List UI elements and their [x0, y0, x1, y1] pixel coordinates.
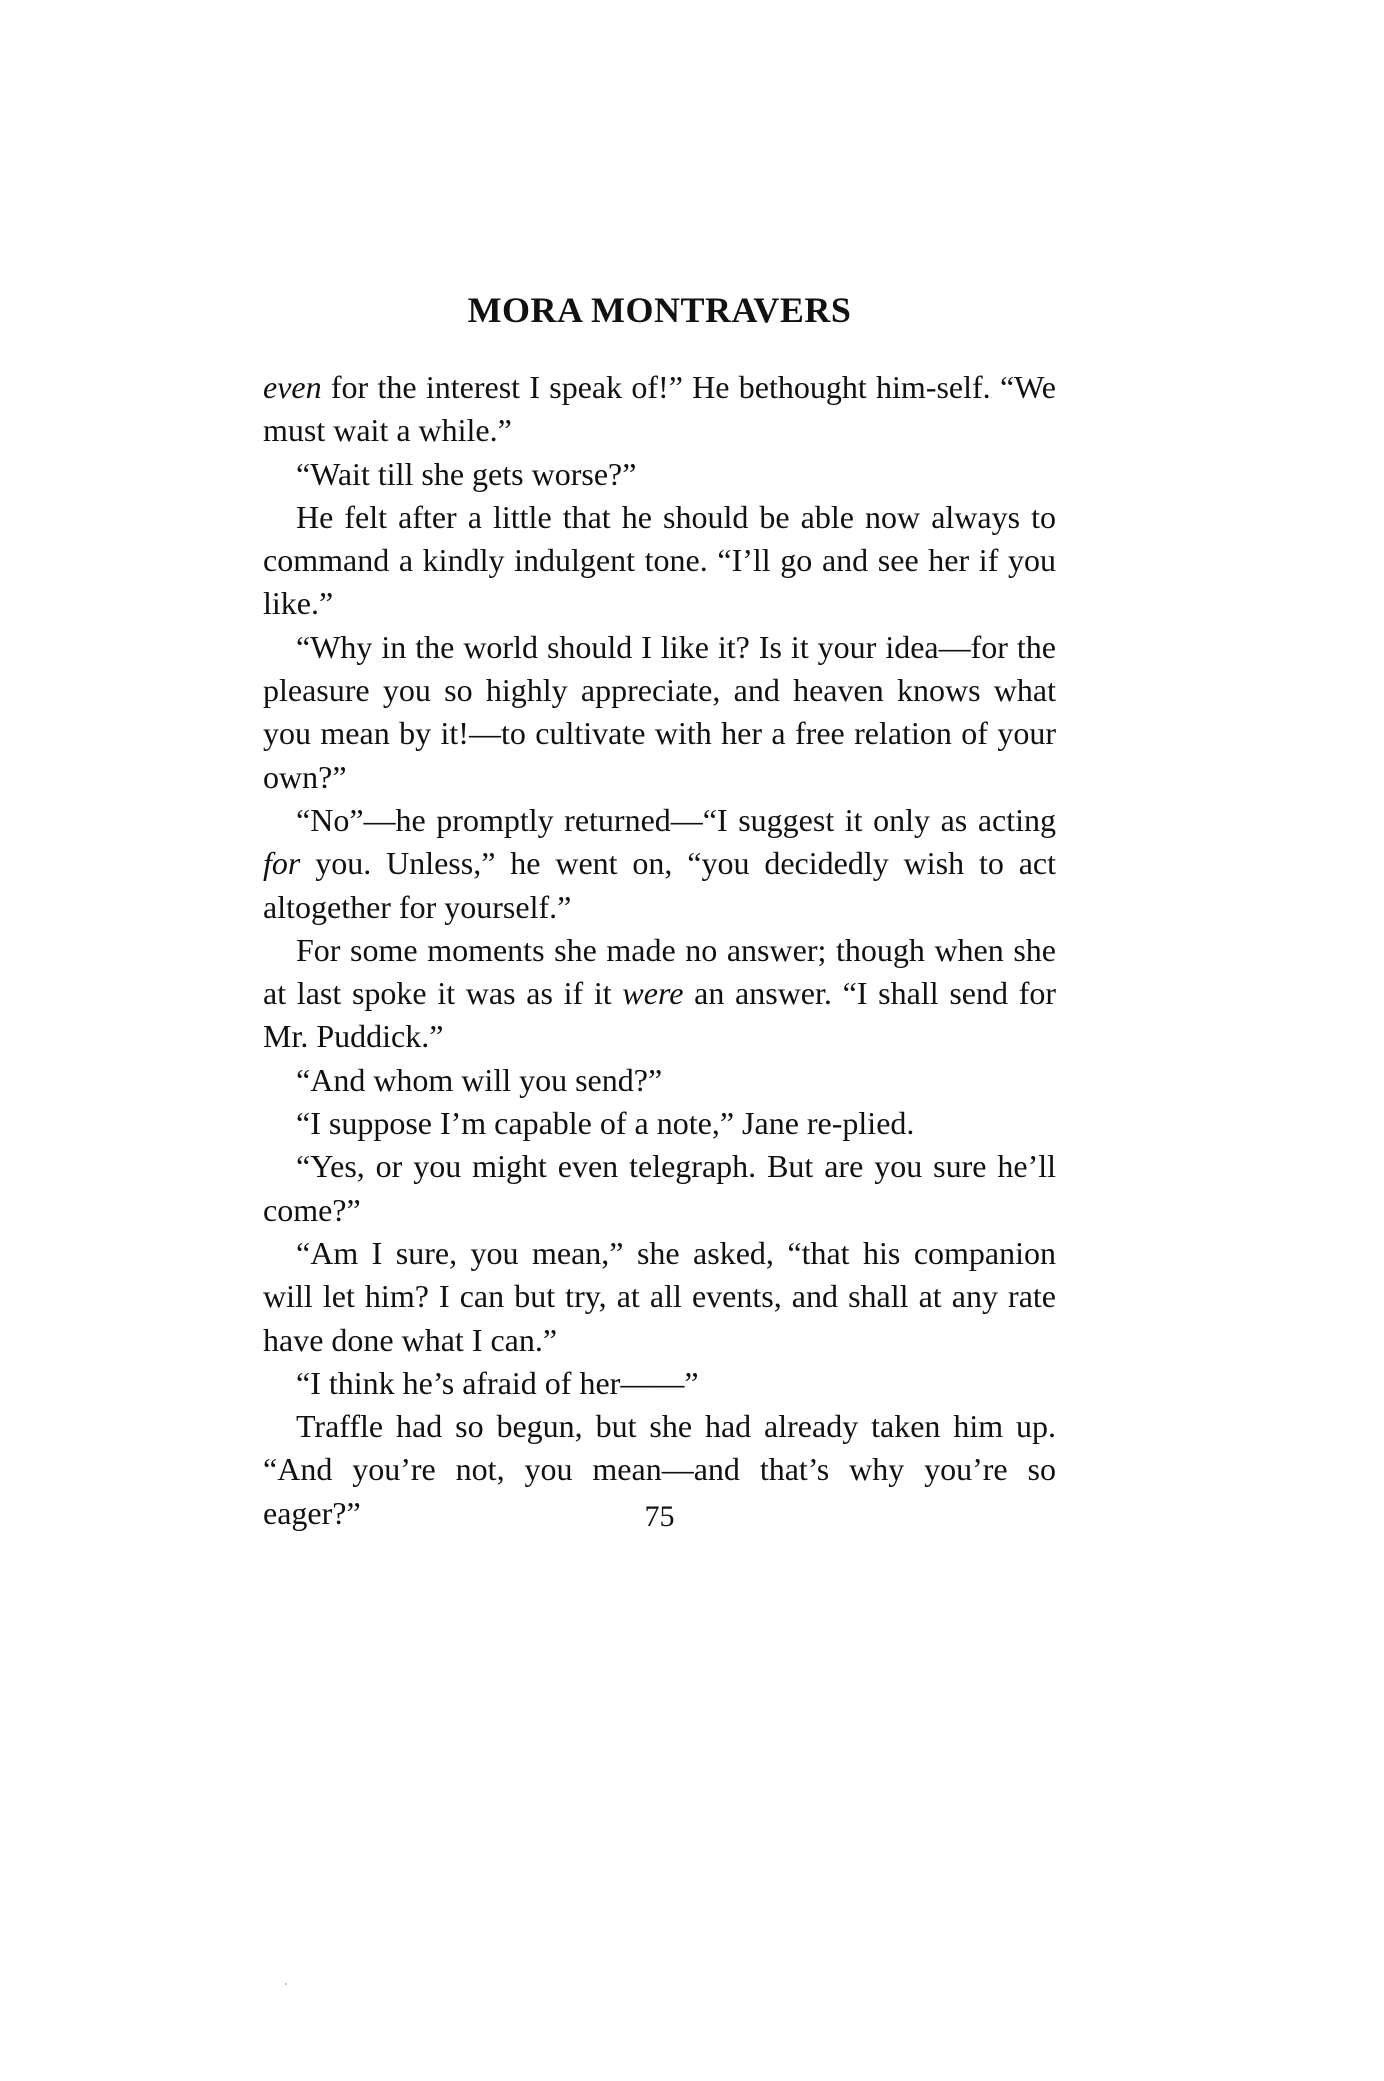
paper-speck	[285, 1983, 287, 1985]
text-run: you. Unless,” he went on, “you decidedly wish to act altogether for yourself.”	[263, 845, 1056, 925]
paragraph	[263, 1145, 1056, 1232]
text-run: “Am I sure, you mean,” she asked, “that his companion will let him? I can but try, at all events, and shall at any rate have done what I can.”	[263, 1234, 1056, 1358]
text-run: Traffle had so begun, but she had already taken him up. “And you’re not, you mean—and that’s why you’re so eager?”	[263, 1408, 1056, 1531]
italic-text: for	[263, 845, 301, 882]
paragraph	[263, 1362, 1056, 1405]
text-run: an answer. “I shall send for Mr. Puddick.”	[263, 975, 1057, 1055]
text-run: “No”—he promptly returned—“I suggest it only as acting	[296, 801, 1056, 838]
text-run: “I suppose I’m capable of a note,” Jane re-plied.	[296, 1105, 915, 1142]
text-run: For some moments she made no answer; though when she at last spoke it was as if it	[263, 931, 1056, 1012]
paragraph	[263, 1059, 1056, 1102]
text-run: “Yes, or you might even telegraph. But are you sure he’ll come?”	[263, 1148, 1056, 1228]
text-run: “Wait till she gets worse?”	[296, 455, 637, 492]
italic-text: were	[622, 975, 684, 1012]
body-text	[263, 366, 1056, 1535]
paragraph	[263, 1232, 1056, 1362]
text-run: “Why in the world should I like it? Is it your idea—for the pleasure you so highly appreciate, and heaven knows what you mean by it!—to cultivate with her a free relation of your own?”	[263, 628, 1056, 795]
text-run: “I think he’s afraid of her——”	[296, 1364, 699, 1401]
paragraph	[263, 799, 1056, 929]
paragraph	[263, 366, 1056, 453]
text-run: for the interest I speak of!” He bethought him-self. “We must wait a while.”	[263, 369, 1056, 449]
page-number: 75	[644, 1500, 675, 1533]
paragraph	[263, 626, 1056, 799]
paragraph	[263, 496, 1056, 626]
paragraph	[263, 1102, 1056, 1145]
paragraph	[263, 453, 1056, 496]
text-run: He felt after a little that he should be able now always to command a kindly indulgent tone. “I’ll go and see her if you like.”	[263, 498, 1056, 622]
paragraph	[263, 929, 1056, 1059]
italic-text: even	[263, 369, 322, 405]
running-head: MORA MONTRAVERS	[467, 290, 852, 330]
text-run: “And whom will you send?”	[296, 1061, 663, 1098]
